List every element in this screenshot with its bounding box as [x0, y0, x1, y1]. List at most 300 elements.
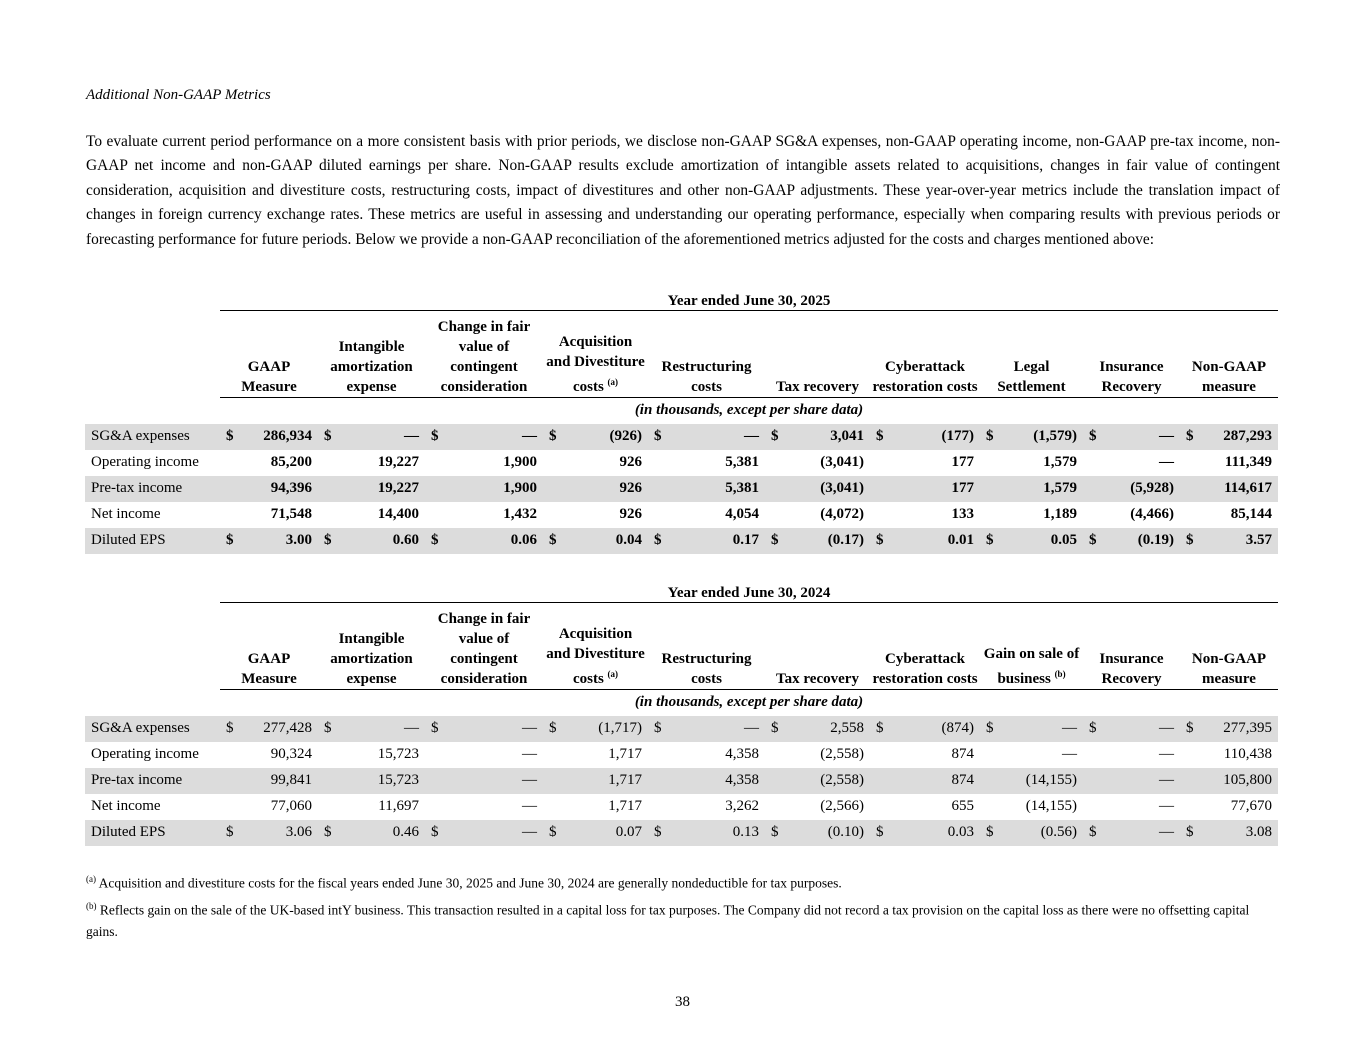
- value-wrapper: [318, 824, 425, 841]
- value-cell: [648, 502, 765, 528]
- value-cell: [425, 424, 543, 450]
- value-wrapper: [648, 454, 765, 471]
- value: (4,466): [1130, 506, 1174, 522]
- currency-symbol: $: [1186, 720, 1194, 736]
- value-wrapper: [220, 772, 318, 789]
- value-wrapper: [765, 480, 870, 497]
- row-label: Diluted EPS: [85, 820, 220, 846]
- value: 5,381: [725, 480, 759, 496]
- value-cell: [765, 768, 870, 794]
- value-cell: [318, 424, 425, 450]
- currency-symbol: $: [226, 720, 234, 736]
- value-wrapper: [1180, 532, 1278, 549]
- value-wrapper: [980, 720, 1083, 737]
- value: 4,358: [725, 746, 759, 762]
- units-row: [85, 397, 1278, 424]
- currency-symbol: $: [1089, 824, 1097, 840]
- value: 1,579: [1043, 480, 1077, 496]
- value-cell: [980, 450, 1083, 476]
- value-wrapper: [980, 798, 1083, 815]
- column-header-row: [85, 602, 1278, 689]
- value-wrapper: [543, 772, 648, 789]
- value: 1,189: [1043, 506, 1077, 522]
- value-wrapper: [425, 506, 543, 523]
- footnotes: [86, 868, 1280, 943]
- value-cell: [648, 794, 765, 820]
- value-cell: [1180, 424, 1278, 450]
- value-cell: [648, 528, 765, 554]
- value-cell: [980, 502, 1083, 528]
- row-label: SG&A expenses: [85, 424, 220, 450]
- value: 0.04: [615, 532, 642, 548]
- value: 111,349: [1224, 454, 1272, 470]
- value-cell: [980, 794, 1083, 820]
- column-header: [318, 602, 425, 689]
- value-wrapper: [318, 746, 425, 763]
- value: 3,041: [830, 428, 864, 444]
- value: —: [1159, 772, 1174, 788]
- value-wrapper: [220, 480, 318, 497]
- value-cell: [318, 716, 425, 742]
- value-wrapper: [765, 772, 870, 789]
- units-row: [85, 689, 1278, 716]
- value-cell: [765, 502, 870, 528]
- value-wrapper: [648, 798, 765, 815]
- value-wrapper: [648, 824, 765, 841]
- value-cell: [220, 502, 318, 528]
- value-wrapper: [980, 772, 1083, 789]
- value-cell: [1083, 502, 1180, 528]
- column-header-row: [85, 310, 1278, 397]
- value-wrapper: [318, 428, 425, 445]
- value-wrapper: [980, 746, 1083, 763]
- value: 0.17: [732, 532, 759, 548]
- table-row: [85, 502, 1278, 528]
- column-header: [1083, 310, 1180, 397]
- value: 15,723: [377, 746, 419, 762]
- value-wrapper: [220, 720, 318, 737]
- value-cell: [1180, 742, 1278, 768]
- currency-symbol: $: [226, 532, 234, 548]
- value-wrapper: [220, 428, 318, 445]
- column-header-text: Cyberattack restoration costs: [872, 650, 978, 687]
- value-cell: [870, 820, 980, 846]
- currency-symbol: $: [431, 720, 439, 736]
- value-cell: [425, 476, 543, 502]
- value-cell: [318, 450, 425, 476]
- currency-symbol: $: [986, 720, 994, 736]
- value-cell: [765, 424, 870, 450]
- value-cell: [318, 768, 425, 794]
- footnote-ref: (b): [1054, 668, 1066, 679]
- value: —: [1159, 746, 1174, 762]
- period-heading: Year ended June 30, 2025: [220, 284, 1278, 310]
- value: 133: [951, 506, 974, 522]
- value-wrapper: [1180, 772, 1278, 789]
- currency-symbol: $: [549, 428, 557, 444]
- currency-symbol: $: [986, 532, 994, 548]
- value-wrapper: [648, 532, 765, 549]
- value-cell: [870, 716, 980, 742]
- value-cell: [1083, 716, 1180, 742]
- value: 0.05: [1050, 532, 1077, 548]
- value: 277,395: [1223, 720, 1272, 736]
- value-wrapper: [425, 532, 543, 549]
- value-wrapper: [870, 480, 980, 497]
- value: (2,566): [820, 798, 864, 814]
- value-wrapper: [318, 720, 425, 737]
- value-wrapper: [1180, 720, 1278, 737]
- value-cell: [870, 768, 980, 794]
- column-header: [765, 310, 870, 397]
- value-cell: [543, 424, 648, 450]
- value: (2,558): [820, 772, 864, 788]
- currency-symbol: $: [771, 532, 779, 548]
- currency-symbol: $: [654, 428, 662, 444]
- row-label: Operating income: [91, 454, 199, 470]
- value: —: [404, 720, 419, 736]
- currency-symbol: $: [324, 428, 332, 444]
- currency-symbol: $: [771, 824, 779, 840]
- value-cell: [870, 794, 980, 820]
- value-cell: [318, 502, 425, 528]
- blank-cell: [85, 284, 220, 310]
- value-wrapper: [543, 428, 648, 445]
- footnote-text: Reflects gain on the sale of the UK-based intY business. This transaction resulted in a capital loss for tax purposes. The Company did not record a tax provision on the capital loss as there were no offsetting capital gains.: [86, 902, 1250, 939]
- value-cell: [425, 794, 543, 820]
- column-header-text: Non-GAAP measure: [1191, 650, 1267, 687]
- currency-symbol: $: [771, 720, 779, 736]
- value-cell: [870, 476, 980, 502]
- value-cell: [870, 502, 980, 528]
- column-header: [980, 602, 1083, 689]
- value-cell: [980, 424, 1083, 450]
- value-wrapper: [648, 480, 765, 497]
- value: (0.56): [1040, 824, 1077, 840]
- value: 1,717: [608, 798, 642, 814]
- value: (177): [941, 428, 974, 444]
- value-cell: [543, 716, 648, 742]
- value-wrapper: [1083, 506, 1180, 523]
- value-cell: [425, 450, 543, 476]
- value-wrapper: [980, 480, 1083, 497]
- value-wrapper: [648, 428, 765, 445]
- value-wrapper: [1083, 772, 1180, 789]
- blank-cell: [85, 310, 220, 397]
- value-cell: [980, 820, 1083, 846]
- value: —: [1159, 720, 1174, 736]
- currency-symbol: $: [876, 532, 884, 548]
- value: 874: [951, 746, 974, 762]
- value-cell: [425, 502, 543, 528]
- value: 90,324: [270, 746, 312, 762]
- value: 4,054: [725, 506, 759, 522]
- value: (0.17): [827, 532, 864, 548]
- footnote-mark: (a): [86, 874, 96, 884]
- value: —: [1159, 454, 1174, 470]
- value: (1,717): [598, 720, 642, 736]
- column-header-text: Restructuring costs: [661, 650, 752, 687]
- value-cell: [1180, 528, 1278, 554]
- value-cell: [1083, 450, 1180, 476]
- currency-symbol: $: [654, 532, 662, 548]
- table-row: [85, 768, 1278, 794]
- value: 85,144: [1230, 506, 1272, 522]
- currency-symbol: $: [324, 720, 332, 736]
- table-row: [85, 716, 1278, 742]
- reconciliation-table-2025: [85, 284, 1278, 554]
- value-cell: [870, 742, 980, 768]
- value-cell: [425, 742, 543, 768]
- value: 1,900: [503, 454, 537, 470]
- value: 0.03: [947, 824, 974, 840]
- value-cell: [1180, 794, 1278, 820]
- table-row: [85, 476, 1278, 502]
- value: (14,155): [1025, 772, 1077, 788]
- blank-cell: [85, 689, 220, 716]
- value-wrapper: [765, 454, 870, 471]
- value-wrapper: [220, 746, 318, 763]
- value-cell: [1083, 820, 1180, 846]
- value-cell: [318, 476, 425, 502]
- value-cell: [543, 794, 648, 820]
- value-wrapper: [1180, 506, 1278, 523]
- value-cell: [220, 768, 318, 794]
- period-row: [85, 284, 1278, 310]
- value: 655: [951, 798, 974, 814]
- value-cell: [220, 424, 318, 450]
- value-cell: [648, 450, 765, 476]
- value: (0.19): [1137, 532, 1174, 548]
- value-cell: [425, 820, 543, 846]
- value: 3.57: [1245, 532, 1272, 548]
- currency-symbol: $: [549, 824, 557, 840]
- value-wrapper: [425, 480, 543, 497]
- value: 77,060: [270, 798, 312, 814]
- table-row: [85, 450, 1278, 476]
- units-note: (in thousands, except per share data): [634, 694, 864, 710]
- table-row: [85, 742, 1278, 768]
- value-wrapper: [1083, 720, 1180, 737]
- value-cell: [870, 424, 980, 450]
- value-wrapper: [765, 428, 870, 445]
- currency-symbol: $: [549, 720, 557, 736]
- value-cell: [648, 820, 765, 846]
- row-label: Net income: [91, 798, 161, 814]
- value: 0.13: [732, 824, 759, 840]
- value: 926: [619, 480, 642, 496]
- footnote-a: [86, 868, 1280, 895]
- column-header: [425, 310, 543, 397]
- value: —: [1159, 798, 1174, 814]
- value-wrapper: [543, 720, 648, 737]
- page-number: 38: [675, 994, 690, 1010]
- value-wrapper: [765, 506, 870, 523]
- value-wrapper: [870, 532, 980, 549]
- column-header: [318, 310, 425, 397]
- value-wrapper: [980, 532, 1083, 549]
- column-header: [220, 310, 318, 397]
- value-cell: [648, 742, 765, 768]
- value-cell: [980, 716, 1083, 742]
- value-cell: [870, 528, 980, 554]
- currency-symbol: $: [876, 720, 884, 736]
- value-wrapper: [980, 428, 1083, 445]
- value: 1,900: [503, 480, 537, 496]
- value-wrapper: [1180, 480, 1278, 497]
- value-cell: [318, 794, 425, 820]
- value-cell: [318, 742, 425, 768]
- value: 287,293: [1223, 428, 1272, 444]
- currency-symbol: $: [1089, 532, 1097, 548]
- value-wrapper: [220, 798, 318, 815]
- currency-symbol: $: [654, 720, 662, 736]
- column-header: [425, 602, 543, 689]
- column-header-text: GAAP Measure: [241, 358, 297, 395]
- value-wrapper: [1180, 798, 1278, 815]
- value-cell: [220, 820, 318, 846]
- column-header-text: Intangible amortization expense: [330, 630, 413, 687]
- row-label: SG&A expenses: [85, 716, 220, 742]
- value: 1,717: [608, 772, 642, 788]
- value-wrapper: [425, 746, 543, 763]
- value-wrapper: [1180, 428, 1278, 445]
- value-cell: [1083, 528, 1180, 554]
- value: 19,227: [377, 480, 419, 496]
- value-cell: [765, 450, 870, 476]
- value-cell: [220, 528, 318, 554]
- value: 1,717: [608, 746, 642, 762]
- value: 3.00: [285, 532, 312, 548]
- value: 11,697: [378, 798, 419, 814]
- value: (3,041): [820, 480, 864, 496]
- value-cell: [648, 768, 765, 794]
- column-header-text: Tax recovery: [776, 670, 859, 687]
- value-cell: [648, 476, 765, 502]
- value: (3,041): [820, 454, 864, 470]
- units-note: (in thousands, except per share data): [634, 402, 864, 418]
- value: (4,072): [820, 506, 864, 522]
- value-wrapper: [425, 454, 543, 471]
- currency-symbol: $: [1089, 428, 1097, 444]
- value-wrapper: [318, 480, 425, 497]
- column-header-text: Change in fair value of contingent consideration: [437, 318, 531, 395]
- value-wrapper: [1083, 532, 1180, 549]
- column-header-text: Insurance Recovery: [1099, 358, 1164, 395]
- value-wrapper: [425, 824, 543, 841]
- value: 99,841: [270, 772, 312, 788]
- column-header-text: Acquisition and Divestiture costs: [546, 625, 645, 687]
- blank-cell: [85, 576, 220, 602]
- period-row: [85, 576, 1278, 602]
- column-header: [220, 602, 318, 689]
- value: —: [1159, 824, 1174, 840]
- value-wrapper: [220, 506, 318, 523]
- value-cell: [318, 528, 425, 554]
- value-cell: [765, 794, 870, 820]
- value-wrapper: [543, 454, 648, 471]
- value: —: [1062, 720, 1077, 736]
- currency-symbol: $: [431, 824, 439, 840]
- column-header-text: Gain on sale of business: [983, 645, 1080, 687]
- blank-cell: [85, 397, 220, 424]
- value-wrapper: [648, 772, 765, 789]
- value-wrapper: [765, 532, 870, 549]
- footnote-b: [86, 895, 1280, 944]
- footnote-ref: (a): [607, 376, 619, 387]
- value-wrapper: [980, 454, 1083, 471]
- value-cell: [765, 716, 870, 742]
- currency-symbol: $: [324, 532, 332, 548]
- value-cell: [543, 742, 648, 768]
- value-wrapper: [870, 454, 980, 471]
- column-header: [648, 310, 765, 397]
- value-wrapper: [1083, 824, 1180, 841]
- footnote-ref: (a): [607, 668, 619, 679]
- value: 77,670: [1230, 798, 1272, 814]
- column-header: [543, 310, 648, 397]
- currency-symbol: $: [549, 532, 557, 548]
- value: 114,617: [1224, 480, 1272, 496]
- column-header-text: Intangible amortization expense: [330, 338, 413, 395]
- value-wrapper: [543, 480, 648, 497]
- value: (0.10): [827, 824, 864, 840]
- value-cell: [543, 820, 648, 846]
- value-wrapper: [980, 506, 1083, 523]
- value-wrapper: [220, 824, 318, 841]
- value-cell: [1083, 742, 1180, 768]
- value: 926: [619, 506, 642, 522]
- value-cell: [1180, 716, 1278, 742]
- value-wrapper: [1083, 798, 1180, 815]
- column-header: [648, 602, 765, 689]
- value-wrapper: [870, 824, 980, 841]
- value: 15,723: [377, 772, 419, 788]
- value-cell: [1180, 502, 1278, 528]
- value-wrapper: [1083, 746, 1180, 763]
- value-cell: [1180, 768, 1278, 794]
- value: 85,200: [270, 454, 312, 470]
- value-cell: [765, 476, 870, 502]
- value-wrapper: [318, 772, 425, 789]
- value: 2,558: [830, 720, 864, 736]
- value: 4,358: [725, 772, 759, 788]
- column-header: [870, 602, 980, 689]
- currency-symbol: $: [654, 824, 662, 840]
- value-cell: [543, 450, 648, 476]
- value-wrapper: [220, 454, 318, 471]
- value-cell: [1180, 820, 1278, 846]
- column-header: [765, 602, 870, 689]
- value-cell: [980, 476, 1083, 502]
- value: —: [744, 720, 759, 736]
- value-wrapper: [870, 772, 980, 789]
- footnote-text: Acquisition and divestiture costs for the fiscal years ended June 30, 2025 and June 30, 2024 are generally nondeductible for tax purposes.: [98, 875, 842, 891]
- value-cell: [220, 742, 318, 768]
- value: —: [522, 746, 537, 762]
- value-cell: [543, 502, 648, 528]
- value-cell: [1180, 450, 1278, 476]
- value: (2,558): [820, 746, 864, 762]
- currency-symbol: $: [1186, 532, 1194, 548]
- value-wrapper: [543, 532, 648, 549]
- table-row: [85, 820, 1278, 846]
- currency-symbol: $: [771, 428, 779, 444]
- currency-symbol: $: [1089, 720, 1097, 736]
- value: —: [1159, 428, 1174, 444]
- currency-symbol: $: [324, 824, 332, 840]
- value: 0.06: [510, 532, 537, 548]
